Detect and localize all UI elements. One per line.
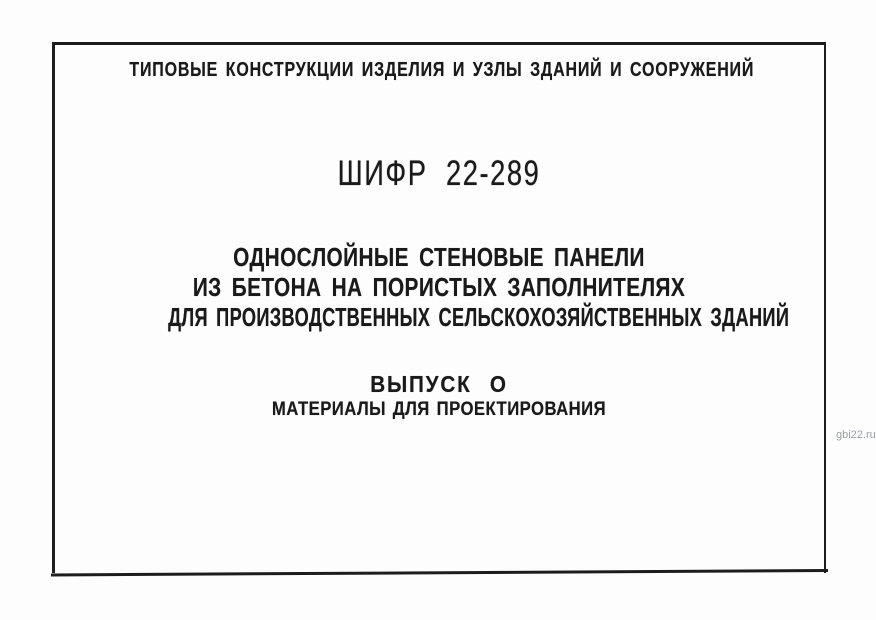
document-code: ШИФР 22-289	[337, 154, 541, 193]
subtitle-label: МАТЕРИАЛЫ ДЛЯ ПРОЕКТИРОВАНИЯ	[271, 399, 607, 420]
issue-label: ВЫПУСК О	[370, 371, 508, 397]
title-line-3: ДЛЯ ПРОИЗВОДСТВЕННЫХ СЕЛЬСКОХОЗЯЙСТВЕННЫХ ЗДАНИЙ	[168, 302, 790, 332]
title-line-2: ИЗ БЕТОНА НА ПОРИСТЫХ ЗАПОЛНИТЕЛЯХ	[192, 272, 686, 302]
watermark-text: gbi22.ru	[836, 429, 876, 441]
series-title: ТИПОВЫЕ КОНСТРУКЦИИ ИЗДЕЛИЯ И УЗЛЫ ЗДАНИЙ И СООРУЖЕНИЙ	[129, 59, 755, 81]
title-line-1: ОДНОСЛОЙНЫЕ СТЕНОВЫЕ ПАНЕЛИ	[233, 242, 645, 272]
